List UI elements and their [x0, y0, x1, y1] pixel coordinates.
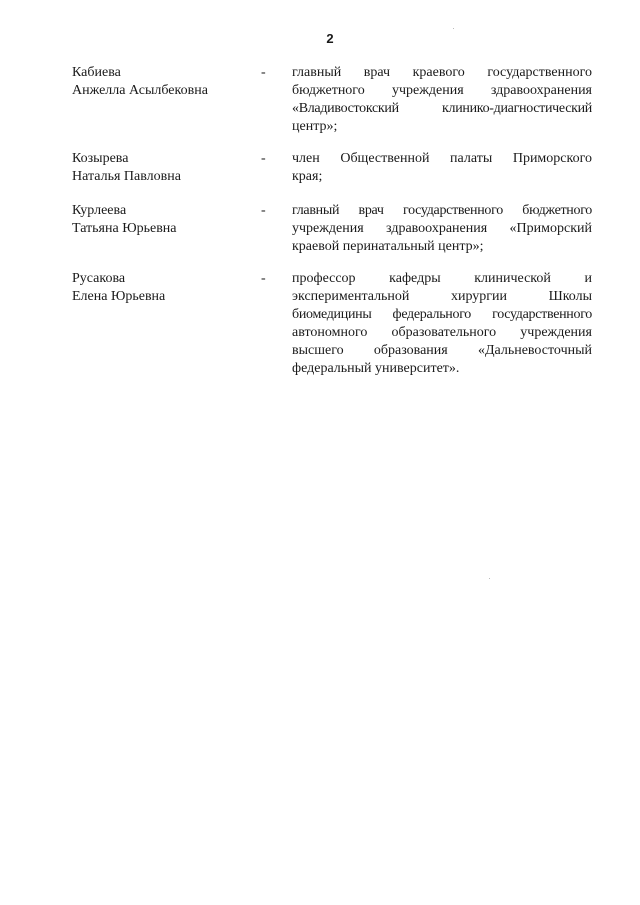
- member-surname: Русакова: [72, 271, 126, 286]
- member-name: [72, 270, 252, 306]
- member-name: [72, 64, 252, 100]
- member-surname: Кабиева: [72, 65, 121, 80]
- member-role: [292, 150, 592, 186]
- role-line: главный врач государственного бюджетного: [292, 203, 592, 218]
- role-line: «Владивостокский клинико-диагностический: [292, 101, 592, 116]
- member-role: [292, 202, 592, 256]
- scan-speck: [489, 578, 490, 579]
- member-given-names: Анжелла Асылбековна: [72, 83, 208, 98]
- member-name: [72, 150, 252, 186]
- member-given-names: Татьяна Юрьевна: [72, 221, 177, 236]
- role-line: главный врач краевого государственного: [292, 65, 592, 80]
- role-line: края;: [292, 169, 323, 184]
- role-line: член Общественной палаты Приморского: [292, 151, 592, 166]
- role-line: учреждения здравоохранения «Приморский: [292, 221, 592, 236]
- role-line: краевой перинатальный центр»;: [292, 239, 484, 254]
- separator-dash: -: [261, 151, 266, 166]
- member-surname: Курлеева: [72, 203, 127, 218]
- role-line: биомедицины федерального государственного: [292, 307, 592, 322]
- role-line: экспериментальной хирургии Школы: [292, 289, 592, 304]
- role-line: автономного образовательного учреждения: [292, 325, 592, 340]
- member-role: [292, 64, 592, 136]
- role-line: высшего образования «Дальневосточный: [292, 343, 592, 358]
- member-role: [292, 270, 592, 378]
- scan-speck: [453, 28, 454, 29]
- separator-dash: -: [261, 271, 266, 286]
- role-line: бюджетного учреждения здравоохранения: [292, 83, 592, 98]
- role-line: центр»;: [292, 119, 338, 134]
- page-number: 2: [326, 31, 334, 46]
- member-given-names: Наталья Павловна: [72, 169, 181, 184]
- separator-dash: -: [261, 65, 266, 80]
- separator-dash: -: [261, 203, 266, 218]
- member-name: [72, 202, 252, 238]
- member-surname: Козырева: [72, 151, 129, 166]
- role-line: федеральный университет».: [292, 361, 460, 376]
- member-given-names: Елена Юрьевна: [72, 289, 166, 304]
- role-line: профессор кафедры клинической и: [292, 271, 592, 286]
